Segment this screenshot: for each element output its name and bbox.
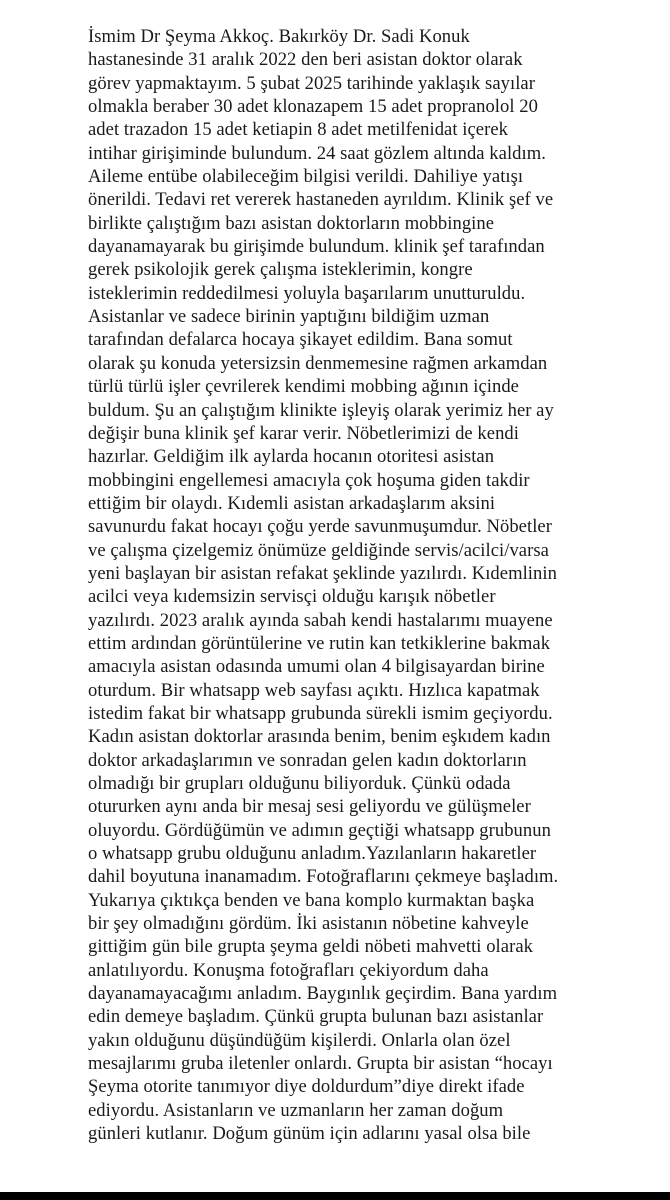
text-line: ediyordu. Asistanların ve uzmanların her zaman doğum: [88, 1099, 504, 1121]
text-line: bir şey olmadığını gördüm. İki asistanın nöbetine kahveyle: [88, 913, 529, 935]
text-line: yeni başlayan bir asistan refakat şeklinde yazılırdı. Kıdemlinin: [88, 562, 557, 584]
text-line: olmakla beraber 30 adet klonazapem 15 adet propranolol 20: [88, 96, 538, 118]
text-line: gerek psikolojik gerek çalışma isteklerimin, kongre: [88, 259, 473, 281]
text-line: acilci veya kıdemsizin servisçi olduğu karışık nöbetler: [88, 586, 496, 608]
text-line: o whatsapp grubu olduğunu anladım.Yazılanların hakaretler: [88, 843, 537, 865]
text-line: türlü türlü işler çevrilerek kendimi mobbing ağının içinde: [88, 376, 519, 398]
text-line: oluyordu. Gördüğümün ve adımın geçtiği whatsapp grubunun: [88, 819, 551, 841]
text-line: edin demeye başladım. Çünkü grupta bulunan bazı asistanlar: [88, 1006, 544, 1028]
text-line: dahil boyutuna inanamadım. Fotoğraflarını çekmeye başladım.: [88, 866, 559, 888]
text-line: İsmim Dr Şeyma Akkoç. Bakırköy Dr. Sadi Konuk: [88, 26, 470, 47]
text-line: Asistanlar ve sadece birinin yaptığını bildiğim uzman: [88, 306, 490, 328]
text-line: değişir buna klinik şef karar verir. Nöbetlerimizi de kendi: [88, 422, 519, 444]
text-line: ve çalışma çizelgemiz önümüze geldiğinde servis/acilci/varsa: [88, 539, 549, 561]
text-line: gittiğim gün bile grupta şeyma geldi nöbeti mahvetti olarak: [88, 936, 533, 958]
text-line: Aileme entübe olabileceğim bilgisi verildi. Dahiliye yatışı: [88, 166, 524, 188]
text-line: mobbingini engellemesi amacıyla çok hoşuma giden takdir: [88, 469, 530, 491]
text-line: mesajlarımı gruba iletenler onlardı. Grupta bir asistan “hocayı: [88, 1053, 553, 1075]
text-line: birlikte çalıştığım bazı asistan doktorların mobbingine: [88, 212, 495, 234]
text-line: yakın olduğunu düşündüğüm kişilerdi. Onlarla olan özel: [88, 1029, 511, 1051]
text-line: savunurdu fakat hocayı çoğu yerde savunmuşumdur. Nöbetler: [88, 516, 552, 538]
text-line: amacıyla asistan odasında umumi olan 4 bilgisayardan birine: [88, 656, 545, 678]
text-line: dayanamayacağımı anladım. Baygınlık geçirdim. Bana yardım: [88, 983, 558, 1005]
text-line: hastanesinde 31 aralık 2022 den beri asistan doktor olarak: [88, 49, 523, 71]
text-line: olmadığı bir grupları olduğunu biliyorduk. Çünkü odada: [88, 773, 511, 794]
text-line: yazılırdı. 2023 aralık ayında sabah kendi hastalarımı muayene: [88, 609, 553, 631]
text-line: oturdum. Bir whatsapp web sayfası açıktı. Hızlıca kapatmak: [88, 679, 540, 701]
text-line: Şeyma otorite tanımıyor diye doldurdum”diye direkt ifade: [88, 1076, 525, 1098]
text-line: otururken aynı anda bir mesaj sesi geliyordu ve gülüşmeler: [88, 796, 531, 818]
text-line: anlatılıyordu. Konuşma fotoğrafları çekiyordum daha: [88, 959, 489, 981]
text-line: hazırlar. Geldiğim ilk aylarda hocanın otoritesi asistan: [88, 446, 495, 468]
text-line: önerildi. Tedavi ret vererek hastaneden ayrıldım. Klinik şef ve: [88, 189, 554, 211]
text-line: tarafından defalarca hocaya şikayet edildim. Bana somut: [88, 329, 513, 351]
text-line: buldum. Şu an çalıştığım klinikte işleyiş olarak yerimiz her ay: [88, 399, 554, 421]
text-line: Kadın asistan doktorlar arasında benim, benim eşkıdem kadın: [88, 726, 551, 748]
text-line: dayanamayarak bu girişimde bulundum. klinik şef tarafından: [88, 236, 545, 258]
text-line: olarak şu konuda yetersizsin denmemesine rağmen arkamdan: [88, 352, 548, 374]
text-line: istedim fakat bir whatsapp grubunda sürekli ismim geçiyordu.: [88, 702, 553, 724]
text-line: doktor arkadaşlarımın ve sonradan gelen kadın doktorların: [88, 749, 527, 771]
text-line: isteklerimin reddedilmesi yoluyla başarılarım unutturuldu.: [88, 282, 526, 304]
text-line: ettiğim bir olaydı. Kıdemli asistan arkadaşlarım aksini: [88, 492, 496, 514]
bottom-edge-bar: [0, 1192, 670, 1200]
document-text: [88, 25, 668, 1146]
text-line: görev yapmaktayım. 5 şubat 2025 tarihinde yaklaşık sayılar: [88, 72, 535, 94]
text-line: adet trazadon 15 adet ketiapin 8 adet metilfenidat içerek: [88, 119, 508, 141]
text-line: ettim ardından görüntülerine ve rutin kan tetkiklerine bakmak: [88, 632, 551, 654]
text-line: günleri kutlanır. Doğum günüm için adlarını yasal olsa bile: [88, 1123, 531, 1145]
text-line: intihar girişiminde bulundum. 24 saat gözlem altında kaldım.: [88, 142, 546, 164]
text-line: Yukarıya çıktıkça benden ve bana komplo kurmaktan başka: [88, 889, 535, 911]
